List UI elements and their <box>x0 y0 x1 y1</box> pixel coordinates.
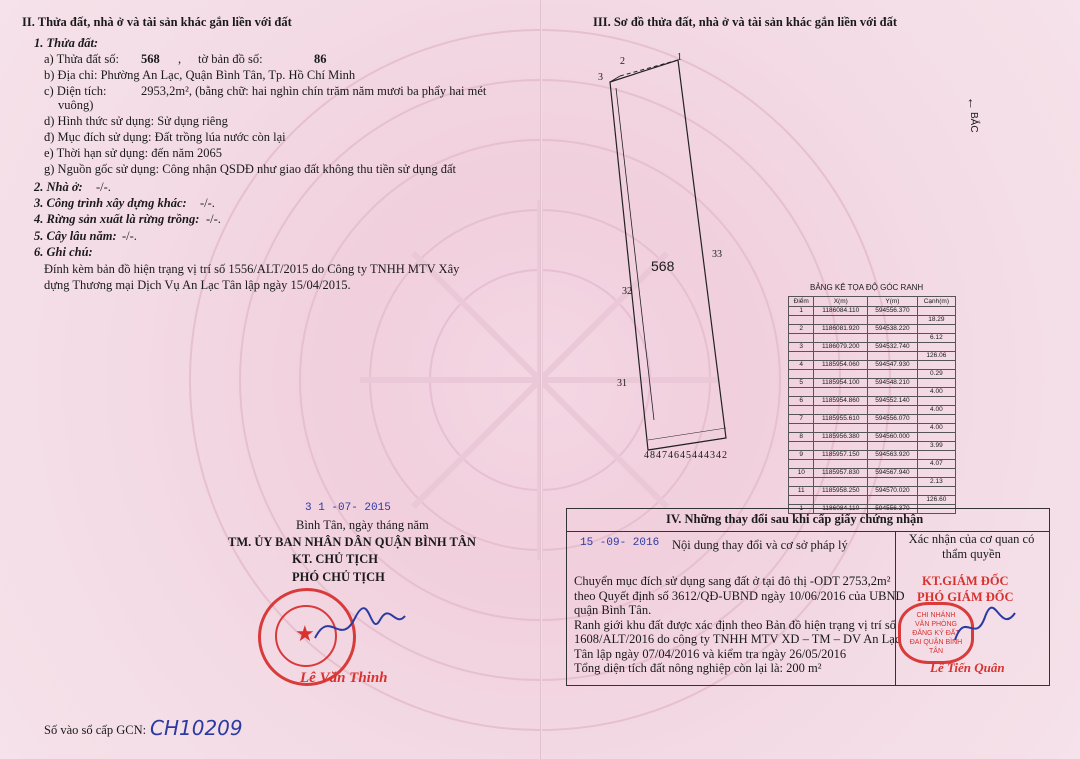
changes-column-content: Nội dung thay đổi và cơ sở pháp lý <box>672 538 848 552</box>
coord-row <box>789 478 956 487</box>
coord-cell: 6 <box>789 397 814 406</box>
signatory-position: PHÓ CHỦ TỊCH <box>292 570 385 584</box>
coord-cell <box>868 316 918 325</box>
coord-cell <box>814 442 868 451</box>
coord-cell: 1185958.250 <box>814 487 868 496</box>
coord-cell: 3.99 <box>917 442 955 451</box>
coord-row <box>789 487 956 496</box>
parcel-number-value: 568 <box>141 52 160 66</box>
coord-cell <box>868 352 918 361</box>
parcel-number-sep: , <box>178 52 182 66</box>
coord-cell: 9 <box>789 451 814 460</box>
coord-cell <box>789 406 814 415</box>
change-line: 1608/ALT/2016 do công ty TNHH MTV XD – TM – DV An Lạc <box>574 632 901 646</box>
coord-cell <box>789 370 814 379</box>
coord-cell <box>868 334 918 343</box>
coord-cell: 1 <box>789 505 814 514</box>
item-5-value: -/-. <box>122 229 137 243</box>
coord-cell <box>917 469 955 478</box>
coord-cell <box>868 370 918 379</box>
coord-cell <box>814 496 868 505</box>
coord-cell <box>814 460 868 469</box>
note-line-2: dựng Thương mại Dịch Vụ An Lạc Tân lập ngày 15/04/2015. <box>44 278 351 292</box>
north-label: BẮC <box>968 112 979 133</box>
coord-cell <box>868 460 918 469</box>
coord-row <box>789 370 956 379</box>
coord-cell <box>789 442 814 451</box>
coord-cell: 126.60 <box>917 496 955 505</box>
coord-row <box>789 451 956 460</box>
coord-cell <box>868 424 918 433</box>
official-seal-left: ★ <box>258 588 356 686</box>
place-date-line: Bình Tân, ngày tháng năm <box>296 518 429 532</box>
use-term: e) Thời hạn sử dụng: đến năm 2065 <box>44 146 223 160</box>
coord-cell <box>814 316 868 325</box>
coord-cell <box>868 478 918 487</box>
coord-cell: 1186081.920 <box>814 325 868 334</box>
map-sheet-value: 86 <box>314 52 327 66</box>
change-line: Ranh giới khu đất được xác định theo Bản đồ hiện trạng vị trí số <box>574 617 897 632</box>
coord-row <box>789 397 956 406</box>
coord-cell: 1185955.610 <box>814 415 868 424</box>
neighbor-32: 32 <box>622 286 632 297</box>
coord-cell <box>789 388 814 397</box>
coord-cell <box>814 370 868 379</box>
coord-cell: 6.12 <box>917 334 955 343</box>
map-sheet-label: tờ bản đồ số: <box>198 52 263 66</box>
item-2-label: 2. Nhà ở: <box>34 180 83 194</box>
signature-right <box>950 605 1020 650</box>
coord-row <box>789 460 956 469</box>
gcn-number-value: CH10209 <box>150 716 243 740</box>
coord-cell: 594556.370 <box>868 505 918 514</box>
coord-cell: 594548.210 <box>868 379 918 388</box>
coord-cell: 8 <box>789 433 814 442</box>
coord-cell <box>917 379 955 388</box>
coord-cell <box>789 316 814 325</box>
coord-row <box>789 307 956 316</box>
page-fold <box>540 0 542 759</box>
signatory-org: TM. ỦY BAN NHÂN DÂN QUẬN BÌNH TÂN <box>228 535 476 549</box>
item-4-value: -/-. <box>206 212 221 226</box>
coord-row <box>789 433 956 442</box>
use-form: d) Hình thức sử dụng: Sử dụng riêng <box>44 114 228 128</box>
coord-cell <box>814 352 868 361</box>
coord-cell: 594556.370 <box>868 307 918 316</box>
coord-row <box>789 352 956 361</box>
coord-cell <box>917 433 955 442</box>
coord-cell <box>814 334 868 343</box>
change-line: theo Quyết định số 3612/QĐ-UBND ngày 10/06/2016 của UBND <box>574 588 905 603</box>
coord-cell: 10 <box>789 469 814 478</box>
coord-cell <box>789 334 814 343</box>
item-4-label: 4. Rừng sản xuất là rừng trồng: <box>34 212 200 226</box>
item-3-label: 3. Công trình xây dựng khác: <box>34 196 187 210</box>
coord-cell <box>789 496 814 505</box>
coord-cell <box>868 496 918 505</box>
coord-cell <box>917 361 955 370</box>
changes-column-approval: Xác nhận của cơ quan có thẩm quyền <box>908 532 1035 561</box>
right-signatory-position: PHÓ GIÁM ĐỐC <box>917 590 1014 604</box>
item-2-value: -/-. <box>96 180 111 194</box>
change-line: quận Bình Tân. <box>574 603 652 617</box>
coord-row <box>789 442 956 451</box>
coord-cell: 1185954.860 <box>814 397 868 406</box>
coord-cell: 594563.920 <box>868 451 918 460</box>
coord-cell <box>917 415 955 424</box>
coord-row <box>789 379 956 388</box>
change-date-stamp: 15 -09- 2016 <box>580 537 660 549</box>
coord-header-cell: Y(m) <box>868 297 918 307</box>
coord-cell: 1186079.200 <box>814 343 868 352</box>
coord-cell: 594532.740 <box>868 343 918 352</box>
coord-cell: 11 <box>789 487 814 496</box>
edge-point-numbers: 48474645444342 <box>644 450 728 461</box>
parcel-label: 568 <box>651 258 675 274</box>
coord-cell <box>917 307 955 316</box>
issue-date-stamp: 3 1 -07- 2015 <box>305 502 391 514</box>
coord-row <box>789 406 956 415</box>
coord-cell <box>789 478 814 487</box>
coord-row <box>789 316 956 325</box>
coord-header-cell: Điểm <box>789 297 814 307</box>
coord-cell <box>917 325 955 334</box>
coord-cell: 1185954.060 <box>814 361 868 370</box>
coord-cell: 1185957.150 <box>814 451 868 460</box>
coord-cell: 18.29 <box>917 316 955 325</box>
coord-cell: 1 <box>789 307 814 316</box>
coord-row <box>789 424 956 433</box>
coord-cell: 594547.930 <box>868 361 918 370</box>
coord-cell: 1186084.110 <box>814 505 868 514</box>
coord-cell: 1185956.380 <box>814 433 868 442</box>
coord-cell: 594538.220 <box>868 325 918 334</box>
coord-cell: 1185954.100 <box>814 379 868 388</box>
coord-row <box>789 415 956 424</box>
coord-row <box>789 496 956 505</box>
coord-table-title: BẢNG KÊ TỌA ĐỘ GÓC RANH <box>810 283 924 292</box>
change-line: Tân lập ngày 07/04/2016 và kiểm tra ngày 26/05/2016 <box>574 646 847 661</box>
signer-name-left: Lê Văn Thinh <box>300 670 388 686</box>
coord-cell: 2.13 <box>917 478 955 487</box>
coord-cell <box>917 487 955 496</box>
coord-header-cell: Cạnh(m) <box>917 297 955 307</box>
coord-cell: 4 <box>789 361 814 370</box>
coord-header-cell: X(m) <box>814 297 868 307</box>
note-line-1: Đính kèm bản đồ hiện trạng vị trí số 1556/ALT/2015 do Công ty TNHH MTV Xây <box>44 262 460 276</box>
coord-cell <box>868 406 918 415</box>
coord-row <box>789 469 956 478</box>
coord-row <box>789 361 956 370</box>
coord-row <box>789 334 956 343</box>
coord-cell <box>868 388 918 397</box>
area-value: 2953,2m², (bằng chữ: hai nghìn chín trăm năm mươi ba phẩy hai mét <box>141 84 487 98</box>
coord-cell <box>814 388 868 397</box>
section-ii-title: II. Thửa đất, nhà ở và tài sản khác gắn liền với đất <box>22 15 292 29</box>
address-line: b) Địa chỉ: Phường An Lạc, Quận Bình Tân, Tp. Hồ Chí Minh <box>44 68 356 82</box>
area-label: c) Diện tích: <box>44 84 107 98</box>
coordinate-table <box>788 296 956 514</box>
coord-cell <box>814 478 868 487</box>
corner-1: 1 <box>677 52 682 63</box>
corner-3: 3 <box>598 72 603 83</box>
coord-row <box>789 388 956 397</box>
coord-cell: 594552.140 <box>868 397 918 406</box>
area-value-cont: vuông) <box>58 98 94 112</box>
use-purpose: đ) Mục đích sử dụng: Đất trồng lúa nước còn lại <box>44 130 286 144</box>
coord-cell: 3 <box>789 343 814 352</box>
coord-row <box>789 343 956 352</box>
signatory-title: KT. CHỦ TỊCH <box>292 552 379 566</box>
coord-cell: 126.06 <box>917 352 955 361</box>
gcn-number-label: Số vào sổ cấp GCN: <box>44 723 147 737</box>
signature-left <box>310 598 410 658</box>
section-iii-title: III. Sơ đồ thửa đất, nhà ở và tài sản khác gắn liền với đất <box>593 15 898 29</box>
change-line: Chuyển mục đích sử dụng sang đất ở tại đô thị -ODT 2753,2m² <box>574 574 891 588</box>
change-line: Tổng diện tích đất nông nghiệp còn lại là: 200 m² <box>574 661 822 675</box>
coord-cell <box>789 460 814 469</box>
coord-cell <box>814 406 868 415</box>
coord-cell: 2 <box>789 325 814 334</box>
use-origin: g) Nguồn gốc sử dụng: Công nhận QSDĐ như giao đất không thu tiền sử dụng đất <box>44 162 456 176</box>
coord-cell: 594556.070 <box>868 415 918 424</box>
coord-row <box>789 325 956 334</box>
coord-cell: 4.00 <box>917 424 955 433</box>
coord-cell: 594560.000 <box>868 433 918 442</box>
coord-cell: 5 <box>789 379 814 388</box>
coord-cell <box>917 343 955 352</box>
coord-cell <box>868 442 918 451</box>
item-6-label: 6. Ghi chú: <box>34 245 93 259</box>
item-5-label: 5. Cây lâu năm: <box>34 229 117 243</box>
coord-cell <box>917 397 955 406</box>
coord-cell: 1185957.830 <box>814 469 868 478</box>
coord-cell <box>789 352 814 361</box>
coord-cell: 1186084.110 <box>814 307 868 316</box>
neighbor-33: 33 <box>712 249 722 260</box>
coord-cell: 594570.020 <box>868 487 918 496</box>
coord-cell: 0.29 <box>917 370 955 379</box>
coord-cell <box>789 424 814 433</box>
right-signatory-title: KT.GIÁM ĐỐC <box>922 574 1009 588</box>
signer-name-right: Lê Tiến Quân <box>930 660 1005 675</box>
north-arrow-icon: ↑ <box>967 96 974 111</box>
coord-cell: 4.00 <box>917 406 955 415</box>
parcel-number-label: a) Thửa đất số: <box>44 52 119 66</box>
coord-cell: 594567.940 <box>868 469 918 478</box>
item-3-value: -/-. <box>200 196 215 210</box>
coord-cell: 7 <box>789 415 814 424</box>
item-1-heading: 1. Thửa đất: <box>34 36 99 50</box>
neighbor-31: 31 <box>617 378 627 389</box>
coord-cell: 4.00 <box>917 388 955 397</box>
section-iv-title: IV. Những thay đổi sau khi cấp giấy chứng nhận <box>666 512 924 526</box>
coord-cell <box>917 451 955 460</box>
change-content <box>574 574 905 676</box>
official-seal-right: CHI NHÁNH VĂN PHÒNG ĐĂNG KÝ ĐẤT ĐAI QUẬN BÌNH TÂN <box>898 602 974 664</box>
corner-2: 2 <box>620 56 625 67</box>
coord-cell: 4.07 <box>917 460 955 469</box>
coord-cell <box>814 424 868 433</box>
